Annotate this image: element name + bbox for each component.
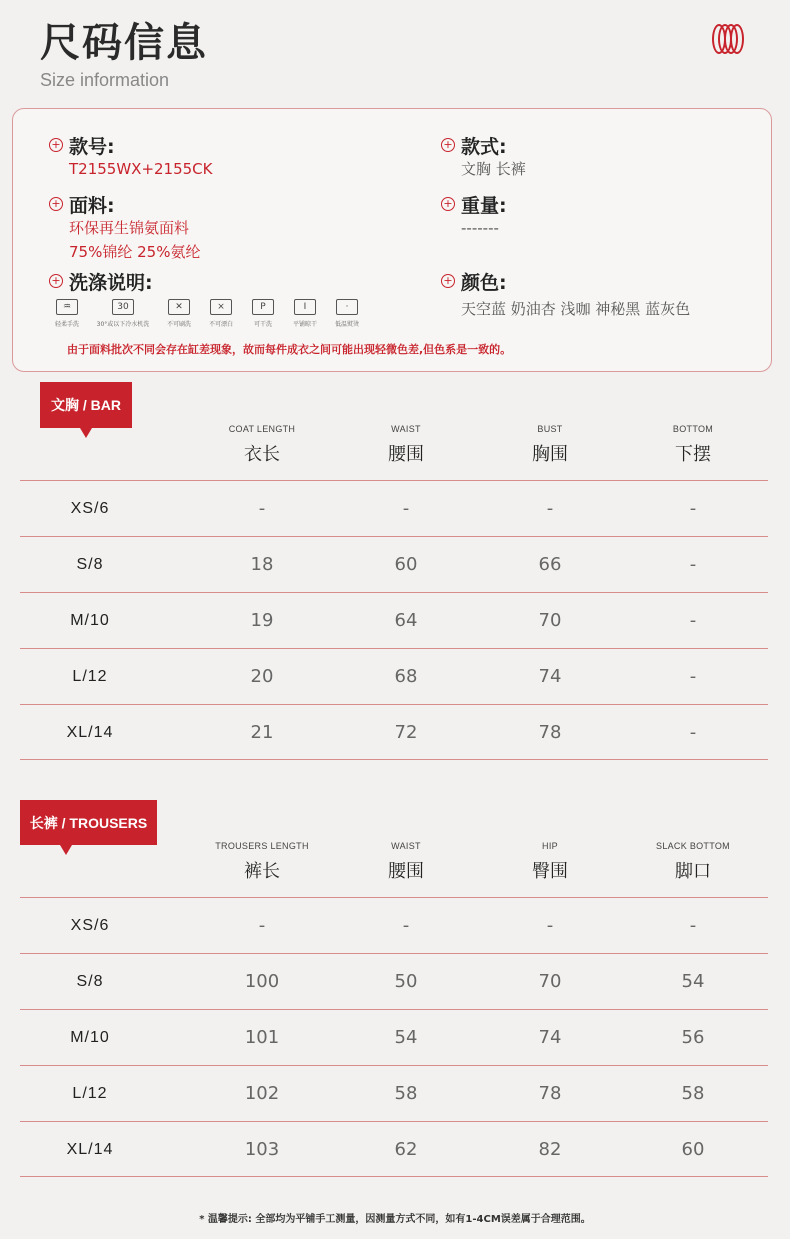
measurement-cell: 20 — [250, 666, 274, 687]
measurement-cell: 19 — [250, 610, 274, 631]
table-row — [20, 536, 768, 592]
table-row — [20, 704, 768, 760]
garment-type-label: 款式: — [461, 135, 507, 158]
measurement-cell: - — [258, 915, 266, 936]
color-label: 颜色: — [461, 271, 507, 294]
style-number-value: T2155WX+2155CK — [69, 160, 213, 178]
style-number — [49, 133, 213, 181]
measurement-cell: - — [546, 915, 554, 936]
measurement-cell: 50 — [394, 971, 418, 992]
trousers-table-header — [20, 799, 768, 897]
size-label: XS/6 — [70, 500, 110, 517]
measurement-note: * 温馨提示: 全部均为平铺手工测量，因测量方式不同，如有1-4CM误差属于合理范围。 — [199, 1214, 591, 1225]
wash-item — [161, 299, 197, 328]
measurement-cell: - — [689, 498, 697, 519]
page-subtitle: Size information — [40, 70, 170, 90]
table-row — [20, 1065, 768, 1121]
weight-label: 重量: — [461, 194, 507, 217]
bar-table-body — [20, 480, 768, 760]
trousers-header-4: SLACK BOTTOM 脚口 — [656, 841, 730, 882]
bar-header-2: WAIST 腰围 — [388, 424, 424, 465]
wash-caption: 30°或以下冷水机洗 — [96, 321, 150, 328]
measurement-cell: - — [689, 722, 697, 743]
measurement-cell: 68 — [394, 666, 418, 687]
table-row — [20, 1009, 768, 1065]
fabric — [49, 192, 200, 264]
wash-caption: 低温熨烫 — [334, 321, 359, 328]
bar-header-3: BUST 胸围 — [532, 424, 568, 465]
measurement-cell: - — [402, 915, 410, 936]
color-difference-note: 由于面料批次不同会存在缸差现象，故而每件成衣之间可能出现轻微色差,但色系是一致的。 — [67, 343, 512, 356]
weight — [441, 192, 507, 240]
trousers-header-3: HIP 臀围 — [532, 841, 568, 882]
trousers-header-1: TROUSERS LENGTH 裤长 — [215, 841, 309, 882]
wash-caption: 平铺晾干 — [292, 321, 317, 328]
measurement-cell: 101 — [244, 1027, 280, 1048]
measurement-cell: 66 — [538, 554, 562, 575]
wash-caption: 轻柔手洗 — [54, 321, 79, 328]
fabric-line-1: 环保再生锦氨面料 — [69, 219, 190, 237]
garment-type — [441, 133, 526, 181]
wash-item — [49, 299, 85, 328]
plus-circle-icon: + — [49, 274, 63, 288]
measurement-cell: 78 — [538, 722, 562, 743]
measurement-cell: 62 — [394, 1139, 418, 1160]
style-number-label: 款号: — [69, 135, 115, 158]
product-info-card — [12, 108, 772, 372]
measurement-cell: 58 — [394, 1083, 418, 1104]
bar-header-1: COAT LENGTH 衣长 — [228, 424, 296, 465]
table-row — [20, 953, 768, 1009]
measurement-cell: 70 — [538, 610, 562, 631]
fabric-line-2: 75%锦纶 25%氨纶 — [69, 243, 201, 261]
table-row — [20, 897, 768, 953]
measurement-cell: 74 — [538, 1027, 562, 1048]
size-label: XS/6 — [70, 917, 110, 934]
wash-caption: 可干洗 — [253, 321, 272, 328]
no-bleach-icon: ✕ — [168, 299, 190, 315]
measurement-cell: - — [689, 915, 697, 936]
measurement-cell: 56 — [681, 1027, 705, 1048]
measurement-cell: - — [258, 498, 266, 519]
measurement-cell: 60 — [681, 1139, 705, 1160]
measurement-cell: 100 — [244, 971, 280, 992]
measurement-cell: 54 — [394, 1027, 418, 1048]
table-row — [20, 592, 768, 648]
size-label: L/12 — [72, 1085, 108, 1102]
measurement-cell: - — [689, 610, 697, 631]
bar-section-tag: 文胸 / BAR — [40, 382, 132, 428]
wash-item — [203, 299, 239, 328]
page-header — [40, 18, 760, 98]
plus-circle-icon: + — [441, 274, 455, 288]
size-label: M/10 — [70, 612, 110, 629]
measurement-cell: 70 — [538, 971, 562, 992]
table-row — [20, 1121, 768, 1177]
plus-circle-icon: + — [441, 197, 455, 211]
wash-label: 洗涤说明: — [69, 271, 153, 294]
dry-clean-p-icon: P — [252, 299, 274, 315]
measurement-cell: 103 — [244, 1139, 280, 1160]
machine-wash-30-icon: 30 — [112, 299, 134, 315]
size-label: S/8 — [76, 556, 104, 573]
measurement-cell: 60 — [394, 554, 418, 575]
page-title: 尺码信息 — [40, 20, 208, 66]
table-row — [20, 480, 768, 536]
low-iron-icon: · — [336, 299, 358, 315]
plus-circle-icon: + — [49, 197, 63, 211]
size-label: XL/14 — [66, 724, 114, 741]
measurement-cell: 72 — [394, 722, 418, 743]
wash-item — [329, 299, 365, 328]
measurement-cell: 21 — [250, 722, 274, 743]
trousers-size-table — [20, 799, 768, 1177]
wash-caption: 不可刷洗 — [166, 321, 191, 328]
size-label: L/12 — [72, 668, 108, 685]
bar-table-header — [20, 382, 768, 480]
measurement-cell: - — [546, 498, 554, 519]
wash-item — [91, 299, 155, 328]
trousers-header-2: WAIST 腰围 — [388, 841, 424, 882]
measurement-cell: - — [402, 498, 410, 519]
measurement-cell: 74 — [538, 666, 562, 687]
wash-icons — [49, 299, 365, 328]
plus-circle-icon: + — [441, 138, 455, 152]
weight-value: ------- — [461, 219, 499, 237]
garment-type-value: 文胸 长裤 — [461, 160, 526, 178]
flat-dry-icon: I — [294, 299, 316, 315]
wash-item — [287, 299, 323, 328]
colors — [441, 269, 690, 321]
bar-size-table — [20, 382, 768, 760]
measurement-cell: 18 — [250, 554, 274, 575]
trousers-table-body — [20, 897, 768, 1177]
measurement-cell: - — [689, 666, 697, 687]
measurement-cell: 54 — [681, 971, 705, 992]
measurement-cell: - — [689, 554, 697, 575]
measurement-cell: 102 — [244, 1083, 280, 1104]
no-chlorine-icon: ⨯ — [210, 299, 232, 315]
measurement-cell: 82 — [538, 1139, 562, 1160]
plus-circle-icon: + — [49, 138, 63, 152]
measurement-cell: 58 — [681, 1083, 705, 1104]
wash-caption: 不可漂白 — [208, 321, 233, 328]
brand-rings-icon — [712, 24, 746, 56]
wash-item — [245, 299, 281, 328]
table-row — [20, 648, 768, 704]
bar-header-4: BOTTOM 下摆 — [672, 424, 714, 465]
trousers-section-tag: 长裤 / TROUSERS — [20, 800, 157, 845]
fabric-label: 面料: — [69, 194, 115, 217]
color-value: 天空蓝 奶油杏 浅咖 神秘黑 蓝灰色 — [461, 300, 691, 318]
measurement-cell: 78 — [538, 1083, 562, 1104]
size-label: S/8 — [76, 973, 104, 990]
size-label: XL/14 — [66, 1141, 114, 1158]
measurement-cell: 64 — [394, 610, 418, 631]
size-label: M/10 — [70, 1029, 110, 1046]
wash-instructions — [49, 269, 365, 328]
hand-wash-icon: ♒ — [56, 299, 78, 315]
